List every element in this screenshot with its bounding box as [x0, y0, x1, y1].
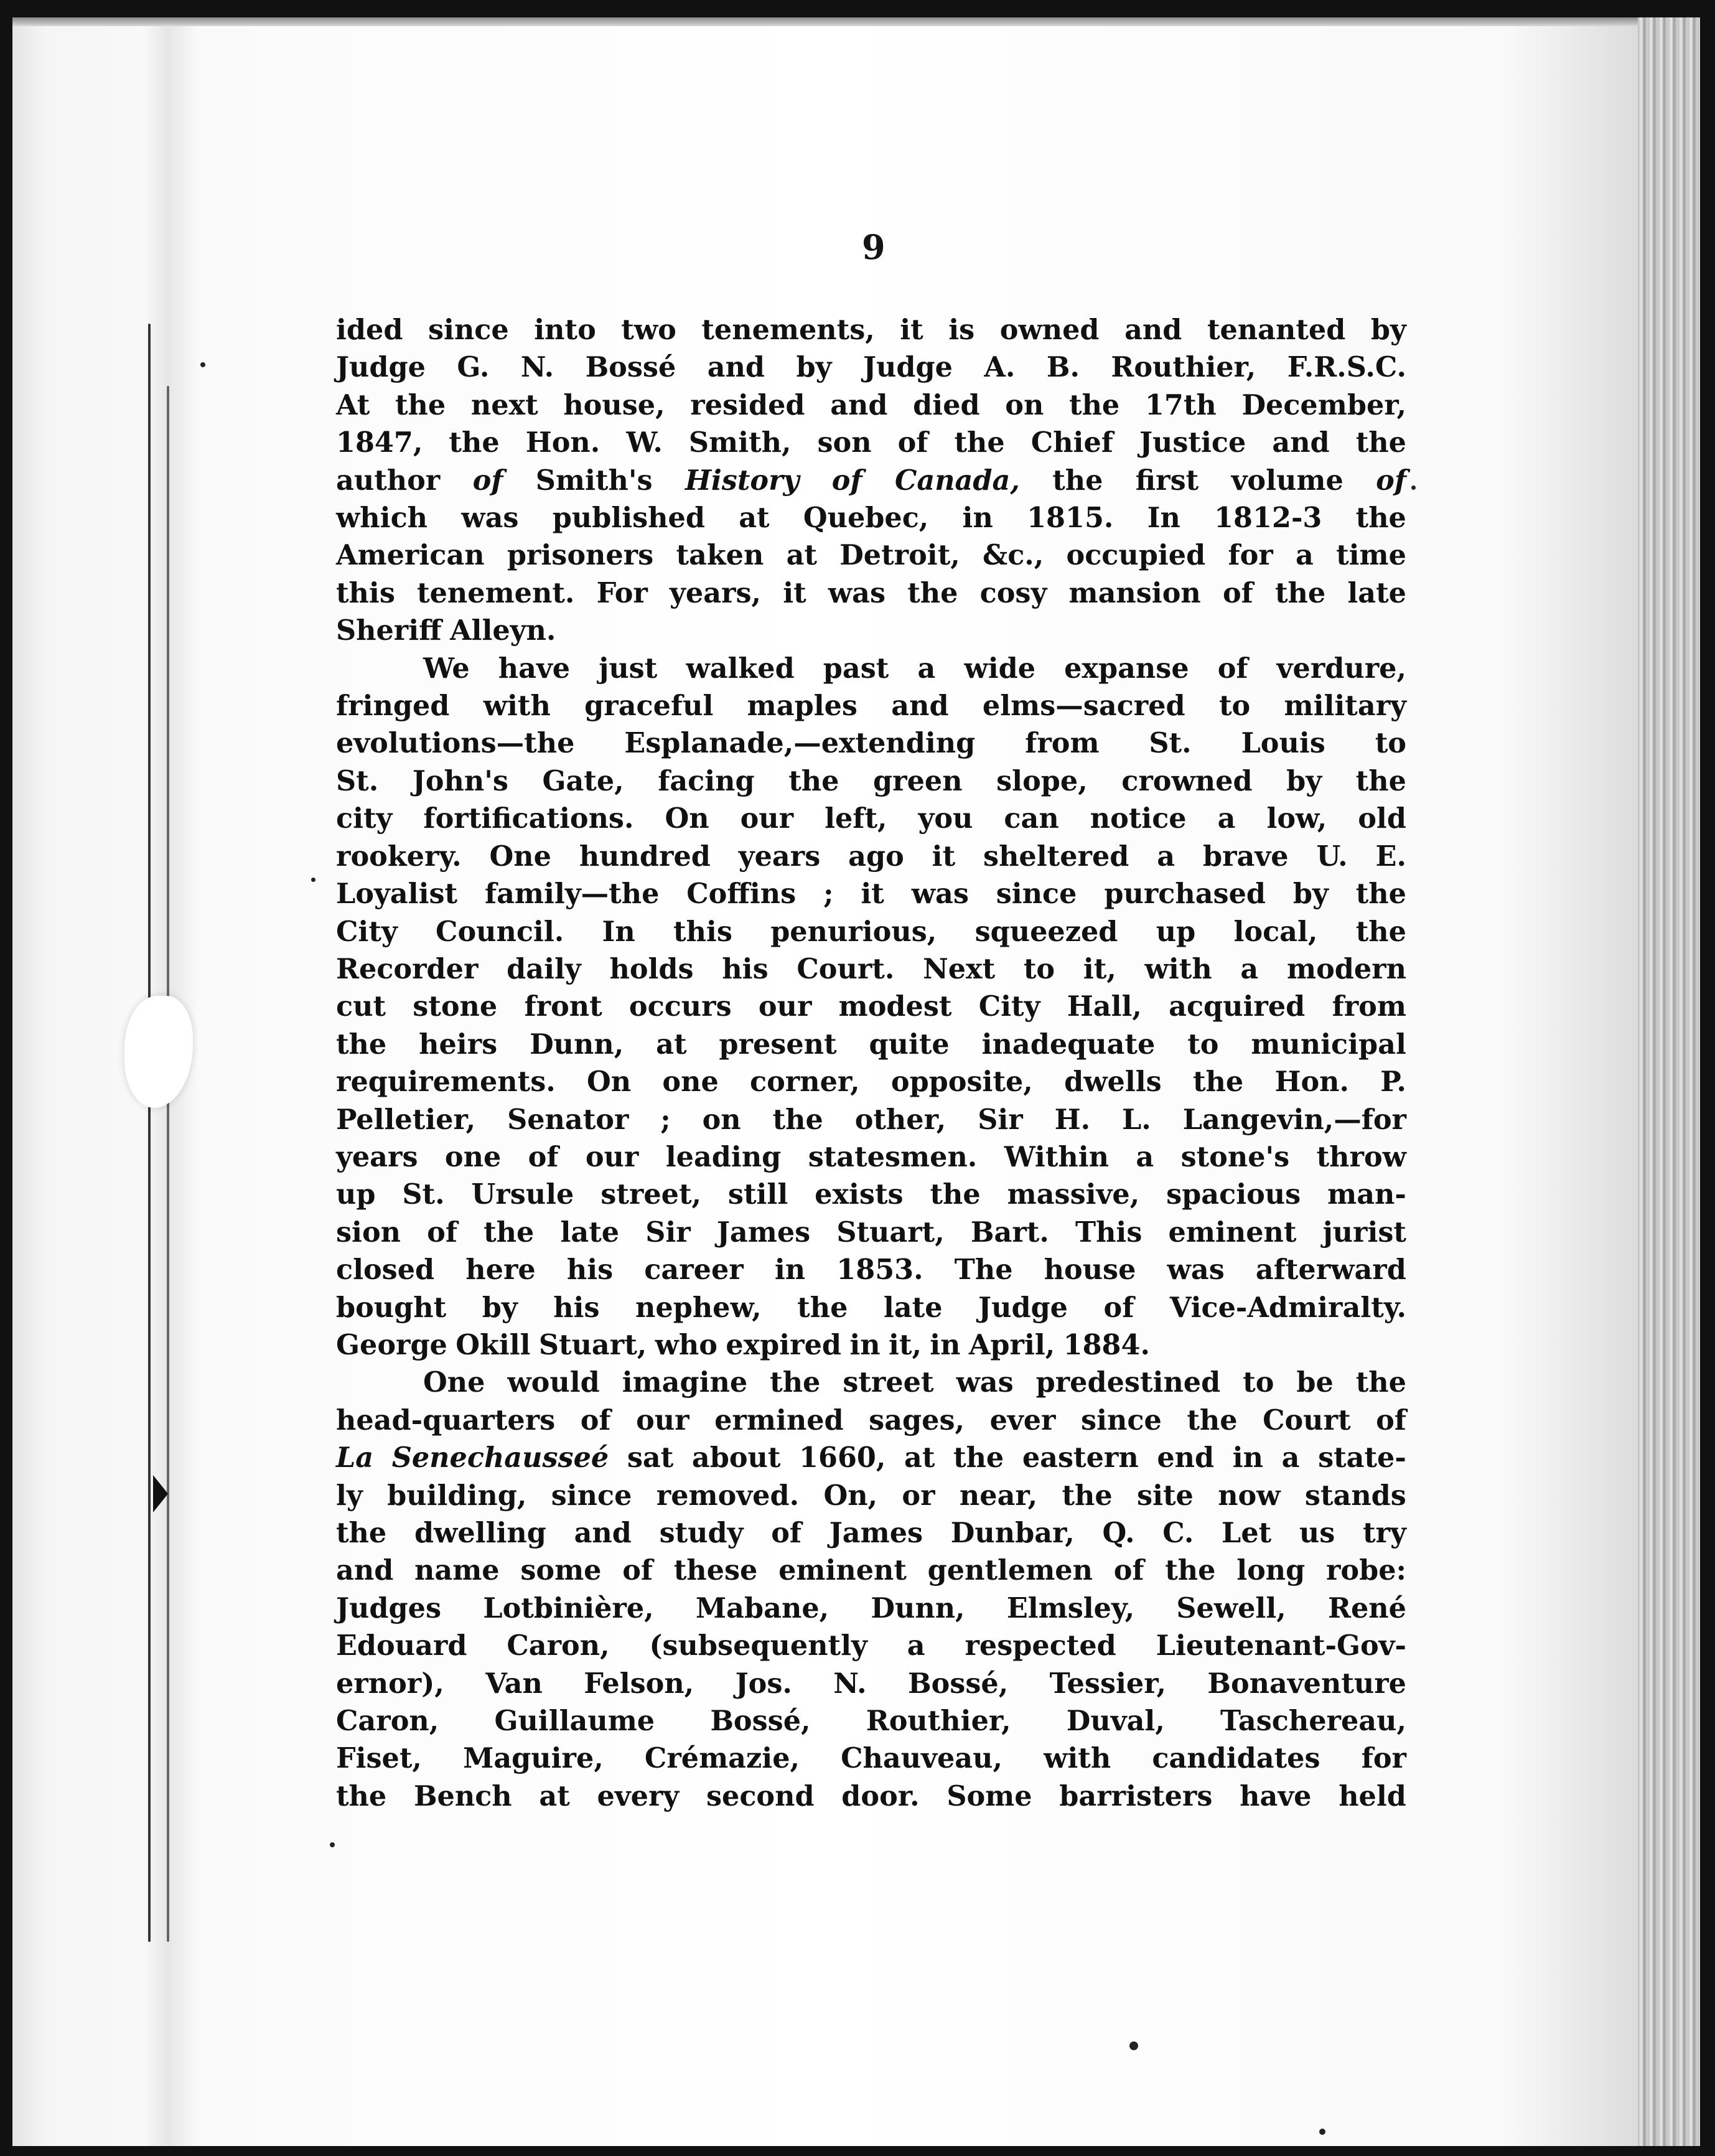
- text-line: the dwelling and study of James Dunbar, Q. C. Let us try: [336, 1517, 1406, 1549]
- text-line: Loyalist family—the Coffins ; it was since purchased by the: [336, 878, 1406, 911]
- text-line: Edouard Caron, (subsequently a respected Lieutenant-Gov-: [336, 1629, 1406, 1662]
- text-line: bought by his nephew, the late Judge of Vice-Admiralty.: [336, 1291, 1406, 1324]
- text-line: American prisoners taken at Detroit, &c., occupied for a time: [336, 539, 1406, 572]
- text-line: Pelletier, Senator ; on the other, Sir H. L. Langevin,—for: [336, 1103, 1406, 1136]
- text-line: fringed with graceful maples and elms—sacred to military: [336, 690, 1406, 723]
- ink-speck: [311, 878, 315, 882]
- ink-speck: [330, 1842, 335, 1847]
- text-line: city fortifications. On our left, you can notice a low, old: [336, 802, 1406, 835]
- text-line: and name some of these eminent gentlemen of the long robe:: [336, 1554, 1406, 1587]
- page-number: 9: [862, 227, 886, 267]
- text-line: One would imagine the street was predestined to be the: [423, 1366, 1406, 1399]
- text-line: which was published at Quebec, in 1815. In 1812-3 the: [336, 502, 1406, 535]
- text-line: this tenement. For years, it was the cosy mansion of the late: [336, 576, 1406, 609]
- text-line: Fiset, Maguire, Crémazie, Chauveau, with candidates for: [336, 1742, 1406, 1775]
- text-line: St. John's Gate, facing the green slope, crowned by the: [336, 764, 1406, 797]
- binding-thread-shadow: [167, 386, 169, 1942]
- ink-speck: [1319, 2129, 1325, 2135]
- text-line: 1847, the Hon. W. Smith, son of the Chief Justice and the: [336, 426, 1406, 459]
- text-line: the heirs Dunn, at present quite inadequate to municipal: [336, 1028, 1406, 1061]
- text-line: George Okill Stuart, who expired in it, in April, 1884.: [336, 1328, 1150, 1361]
- text-line: La Senechausseé sat about 1660, at the eastern end in a state-: [336, 1441, 1406, 1474]
- text-line: ided since into two tenements, it is owned and tenanted by: [336, 314, 1406, 346]
- binding-thread: [148, 324, 151, 1942]
- text-line: ernor), Van Felson, Jos. N. Bossé, Tessier, Bonaventure: [336, 1667, 1406, 1700]
- text-line: sion of the late Sir James Stuart, Bart. This eminent jurist: [336, 1216, 1406, 1249]
- text-line: closed here his career in 1853. The house was afterward: [336, 1254, 1406, 1287]
- text-line: City Council. In this penurious, squeezed up local, the: [336, 915, 1406, 948]
- text-line: Recorder daily holds his Court. Next to it, with a modern: [336, 952, 1406, 985]
- text-line: We have just walked past a wide expanse of verdure,: [423, 652, 1406, 685]
- text-line: Caron, Guillaume Bossé, Routhier, Duval, Taschereau,: [336, 1705, 1406, 1738]
- ink-speck: [200, 362, 205, 367]
- text-line: requirements. On one corner, opposite, dwells the Hon. P.: [336, 1066, 1406, 1099]
- text-line: author of Smith's History of Canada, the first volume of: [336, 464, 1406, 497]
- text-line: Sheriff Alleyn.: [336, 614, 556, 647]
- page-top-edge: [12, 17, 1638, 26]
- text-line: Judges Lotbinière, Mabane, Dunn, Elmsley, Sewell, René: [336, 1591, 1406, 1624]
- page-stack-edge: [1638, 17, 1700, 2146]
- text-line: years one of our leading statesmen. Within a stone's throw: [336, 1140, 1406, 1173]
- text-line: up St. Ursule street, still exists the massive, spacious man-: [336, 1178, 1406, 1211]
- text-line: Judge G. N. Bossé and by Judge A. B. Routhier, F.R.S.C.: [336, 351, 1406, 384]
- text-line: rookery. One hundred years ago it sheltered a brave U. E.: [336, 840, 1406, 873]
- text-line: ly building, since removed. On, or near, the site now stands: [336, 1479, 1406, 1512]
- text-line: head-quarters of our ermined sages, ever since the Court of: [336, 1404, 1406, 1437]
- body-text: [336, 311, 1406, 1815]
- text-line: evolutions—the Esplanade,—extending from St. Louis to: [336, 727, 1406, 760]
- text-line: the Bench at every second door. Some barristers have held: [336, 1779, 1406, 1812]
- ink-speck: [1129, 2041, 1138, 2050]
- text-line: cut stone front occurs our modest City Hall, acquired from: [336, 990, 1406, 1023]
- text-line: At the next house, resided and died on the 17th December,: [336, 388, 1406, 421]
- ink-speck: [1411, 485, 1416, 490]
